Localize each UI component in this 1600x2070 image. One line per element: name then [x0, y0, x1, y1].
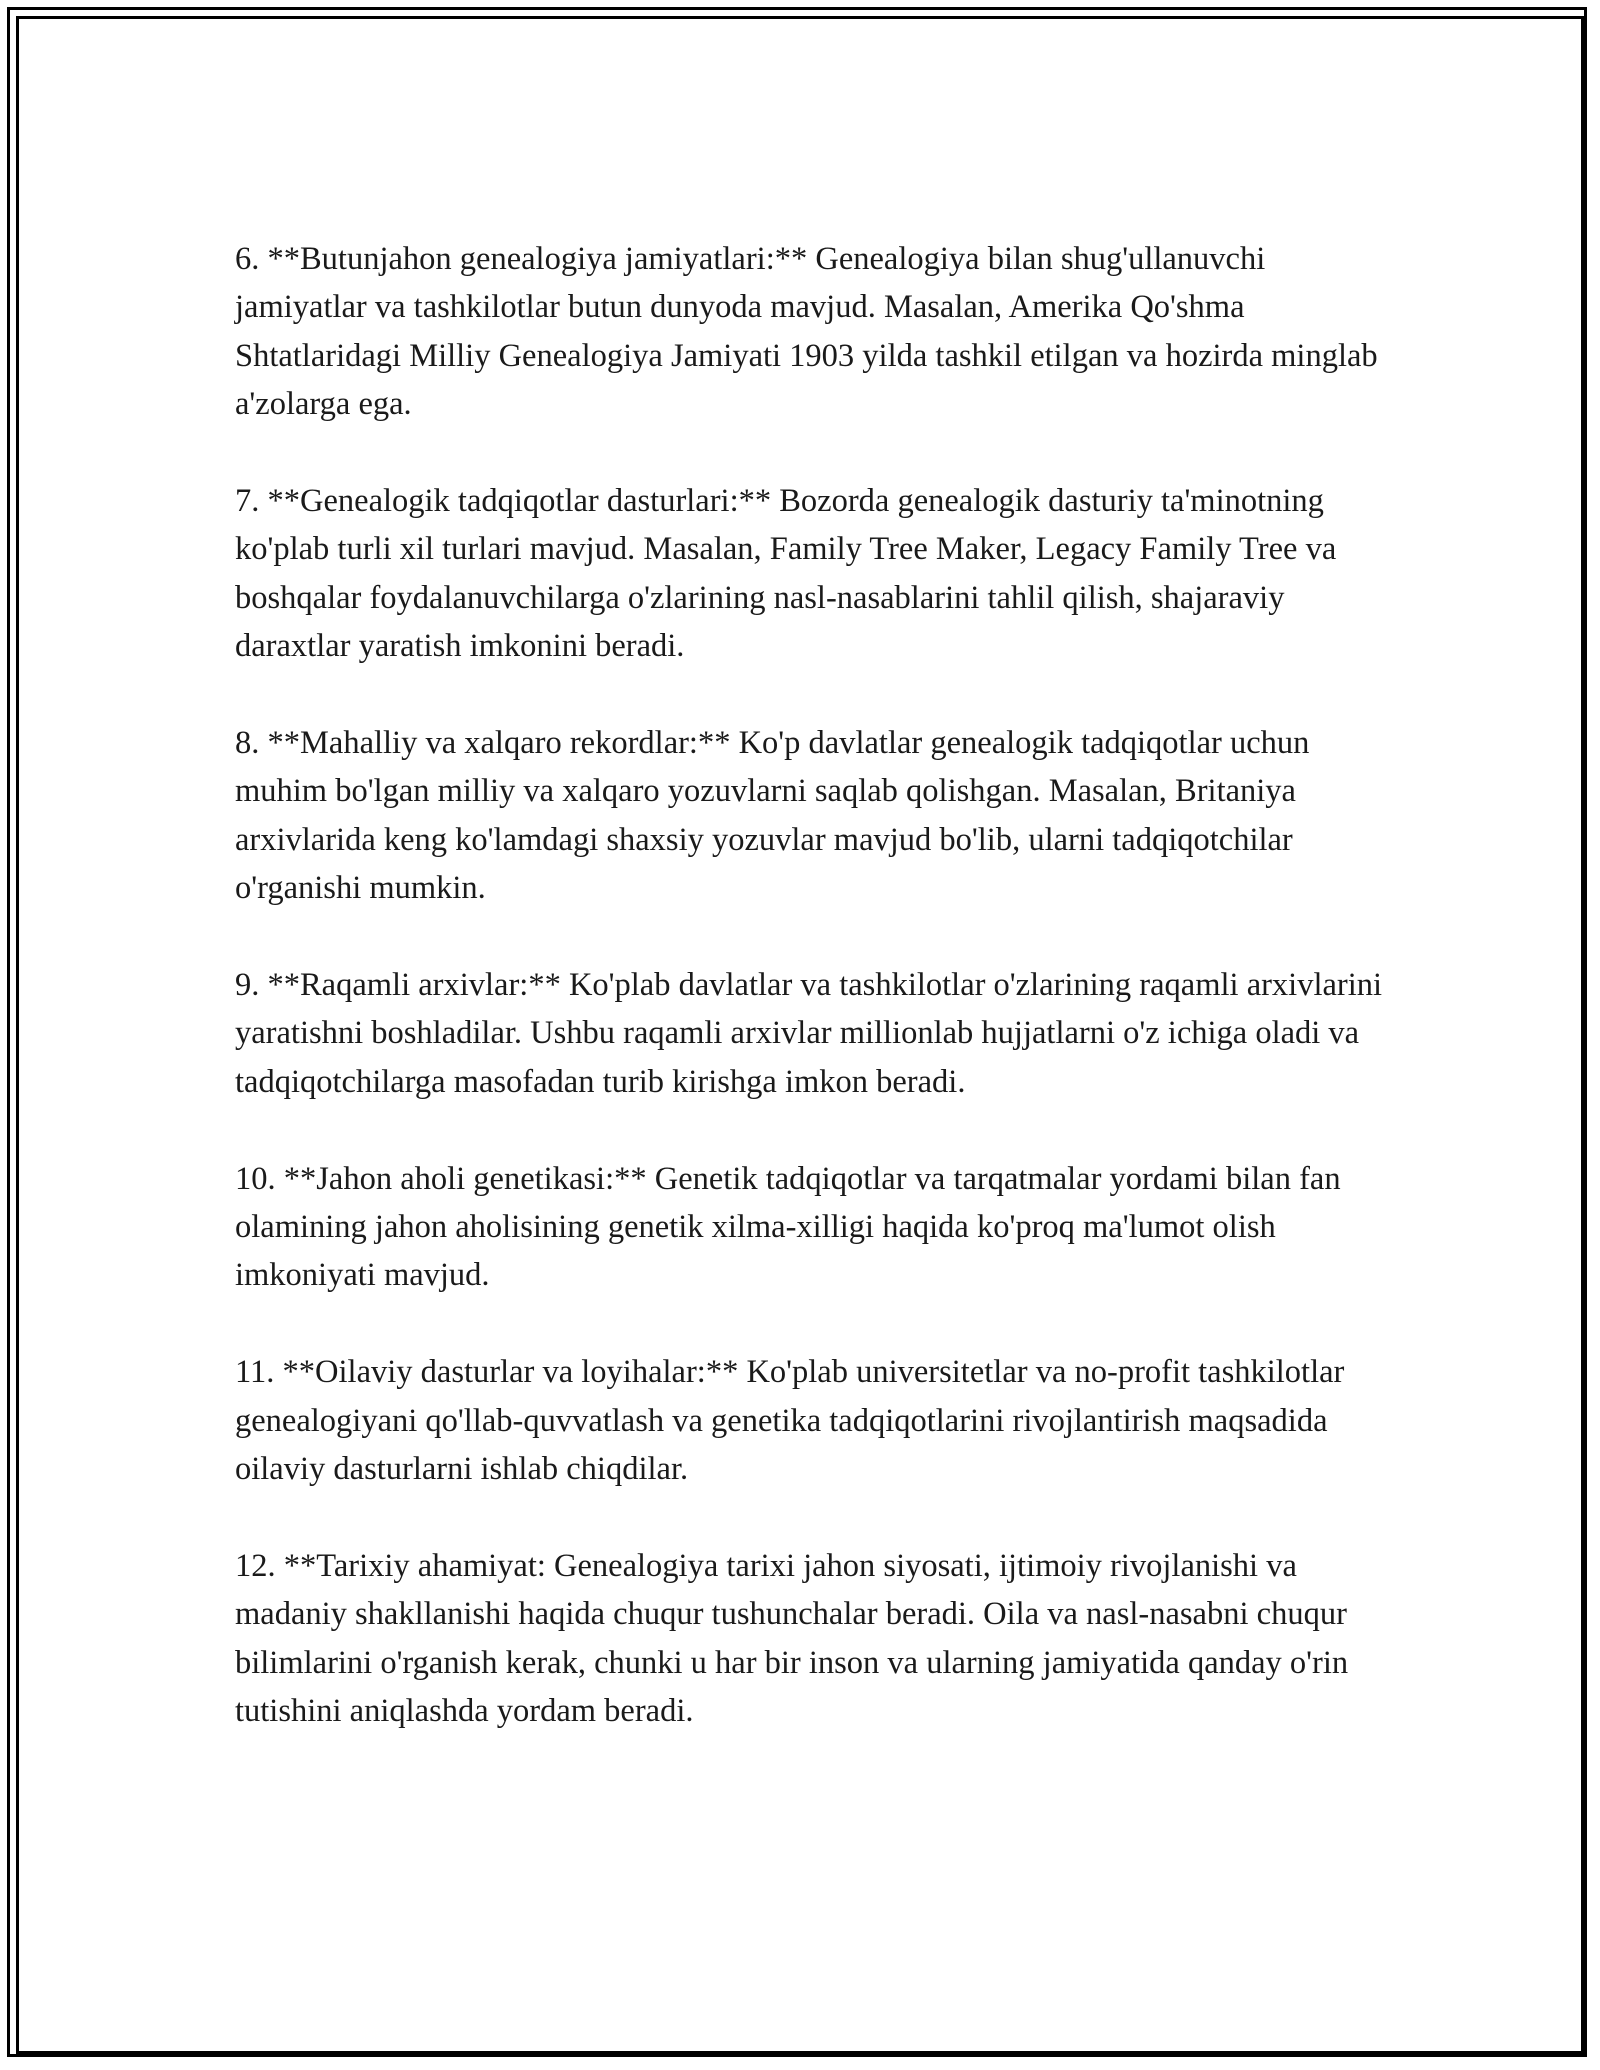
- list-item-6: 6. **Butunjahon genealogiya jamiyatlari:** Genealogiya bilan shug'ullanuvchi jamiyatlar va tashkilotlar butun dunyoda mavjud. Masalan, Amerika Qo'shma Shtatlaridagi Milliy Genealogiya Jamiyati 1903 yilda tashkil etilgan va hozirda minglab a'zolarga ega.: [235, 241, 1378, 423]
- list-item-7: 7. **Genealogik tadqiqotlar dasturlari:** Bozorda genealogik dasturiy ta'minotning ko'plab turli xil turlari mavjud. Masalan, Family Tree Maker, Legacy Family Tree va boshqalar foydalanuvchilarga o'zlarining nasl-nasablarini tahlil qilish, shajaraviy daraxtlar yaratish imkonini beradi.: [235, 483, 1337, 665]
- document-body: [235, 235, 1385, 1784]
- list-item-8: 8. **Mahalliy va xalqaro rekordlar:** Ko'p davlatlar genealogik tadqiqotlar uchun muhim bo'lgan milliy va xalqaro yozuvlarni saqlab qolishgan. Masalan, Britaniya arxivlarida keng ko'lamdagi shaxsiy yozuvlar mavjud bo'lib, ularni tadqiqotchilar o'rganishi mumkin.: [235, 725, 1310, 907]
- list-item-11: 11. **Oilaviy dasturlar va loyihalar:** Ko'plab universitetlar va no-profit tashkilotlar genealogiyani qo'llab-quvvatlash va genetika tadqiqotlarini rivojlantirish maqsadida oilaviy dasturlarni ishlab chiqdilar.: [235, 1354, 1345, 1488]
- list-item-9: 9. **Raqamli arxivlar:** Ko'plab davlatlar va tashkilotlar o'zlarining raqamli arxivlarini yaratishni boshladilar. Ushbu raqamli arxivlar millionlab hujjatlarni o'z ichiga oladi va tadqiqotchilarga masofadan turib kirishga imkon beradi.: [235, 967, 1383, 1100]
- list-item-12: 12. **Tarixiy ahamiyat: Genealogiya tarixi jahon siyosati, ijtimoiy rivojlanishi va madaniy shakllanishi haqida chuqur tushunchalar beradi. Oila va nasl-nasabni chuqur bilimlarini o'rganish kerak, chunki u har bir inson va ularning jamiyatida qanday o'rin tutishini aniqlashda yordam beradi.: [235, 1547, 1349, 1730]
- list-item-10: 10. **Jahon aholi genetikasi:** Genetik tadqiqotlar va tarqatmalar yordami bilan fan olamining jahon aholisining genetik xilma-xilligi haqida ko'proq ma'lumot olish imkoniyati mavjud.: [235, 1160, 1341, 1294]
